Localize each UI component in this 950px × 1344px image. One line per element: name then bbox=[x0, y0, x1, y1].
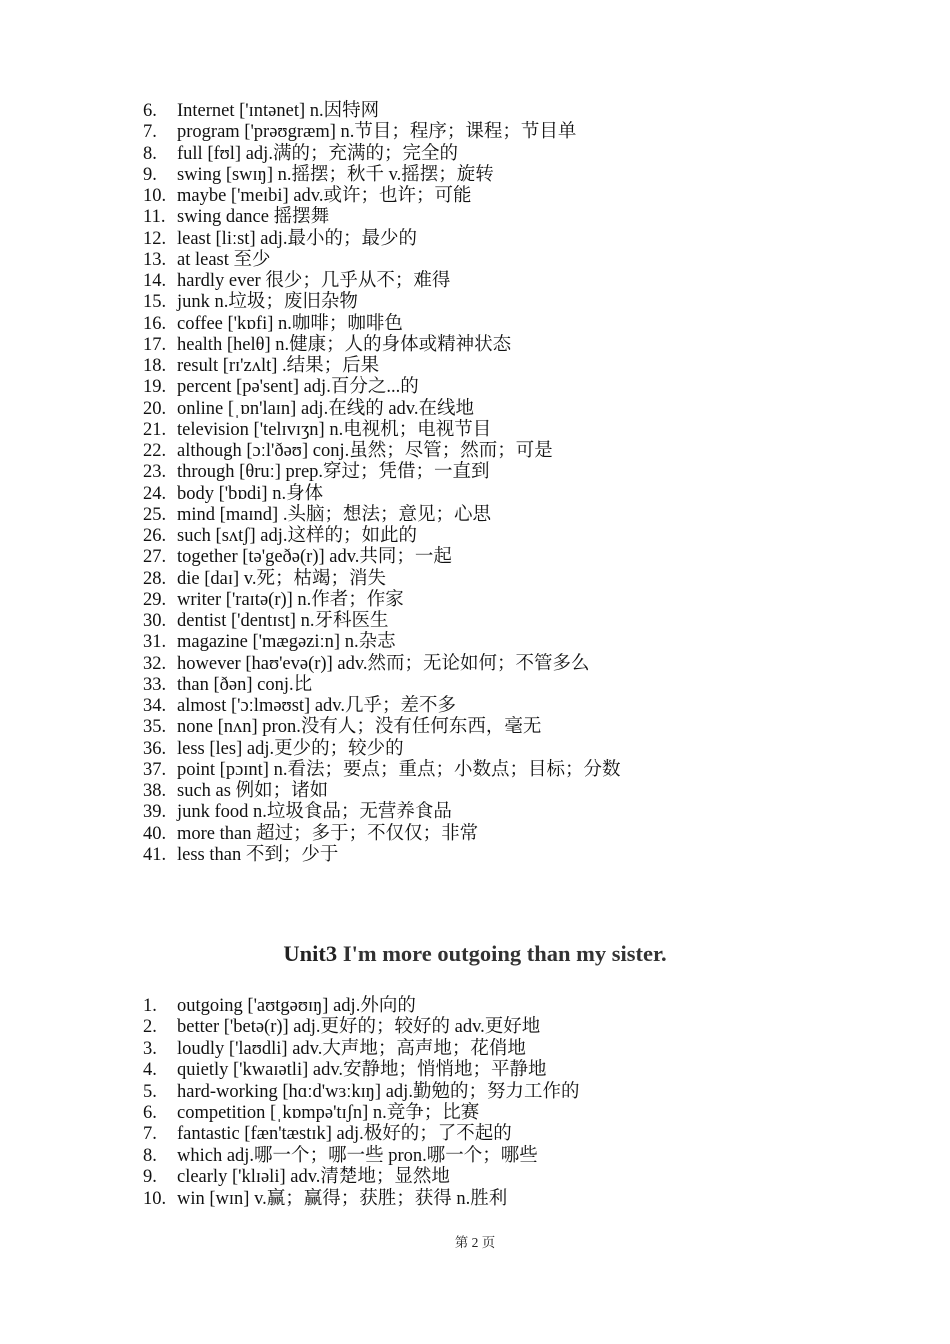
vocab-item bbox=[143, 122, 620, 143]
unit-title-text: I'm more outgoing than my sister. bbox=[337, 941, 667, 966]
vocab-item bbox=[143, 632, 620, 653]
vocab-entry: competition [ˌkɒmpə'tɪʃn] n.竞争；比赛 bbox=[177, 1102, 480, 1123]
vocab-item bbox=[143, 654, 620, 675]
vocab-item bbox=[143, 186, 620, 207]
vocab-entry: clearly ['klɪəli] adv.清楚地；显然地 bbox=[177, 1167, 450, 1188]
vocab-entry: such as 例如；诸如 bbox=[177, 781, 329, 801]
vocab-entry: however [haʊ'evə(r)] adv.然而；无论如何；不管多么 bbox=[177, 653, 590, 674]
vocab-item bbox=[143, 144, 620, 165]
vocab-entry: television ['telɪvɪʒn] n.电视机；电视节目 bbox=[177, 419, 492, 440]
vocab-item bbox=[143, 505, 620, 526]
unit-heading bbox=[0, 941, 950, 967]
vocab-item bbox=[143, 802, 620, 823]
vocab-item bbox=[143, 824, 620, 845]
item-number: 1. bbox=[143, 996, 157, 1016]
vocab-item bbox=[143, 1082, 579, 1103]
vocab-item bbox=[143, 1189, 579, 1210]
item-number: 6. bbox=[143, 1102, 157, 1123]
item-number: 2. bbox=[143, 1017, 157, 1038]
item-number: 19. bbox=[143, 377, 167, 398]
item-number: 8. bbox=[143, 1145, 157, 1166]
vocab-item bbox=[143, 611, 620, 632]
vocab-item bbox=[143, 292, 620, 313]
vocab-item bbox=[143, 1103, 579, 1124]
vocab-item bbox=[143, 1060, 579, 1081]
vocab-entry: more than 超过；多于；不仅仅；非常 bbox=[177, 823, 479, 844]
vocab-entry: least [liːst] adj.最小的；最少的 bbox=[177, 228, 417, 249]
item-number: 36. bbox=[143, 738, 167, 759]
vocab-entry: coffee ['kɒfi] n.咖啡；咖啡色 bbox=[177, 313, 403, 334]
vocab-entry: at least 至少 bbox=[177, 249, 271, 270]
vocab-item bbox=[143, 996, 579, 1017]
vocab-item bbox=[143, 717, 620, 738]
item-number: 8. bbox=[143, 143, 157, 164]
vocab-entry: less than 不到；少于 bbox=[177, 844, 339, 865]
item-number: 15. bbox=[143, 292, 167, 313]
vocab-entry: less [les] adj.更少的；较少的 bbox=[177, 738, 404, 759]
vocab-item bbox=[143, 675, 620, 696]
vocab-entry: although [ɔːl'ðəʊ] conj.虽然；尽管；然而；可是 bbox=[177, 441, 553, 461]
vocab-item bbox=[143, 696, 620, 717]
vocab-entry: dentist ['dentɪst] n.牙科医生 bbox=[177, 611, 389, 631]
item-number: 9. bbox=[143, 164, 157, 185]
vocab-item bbox=[143, 314, 620, 335]
page-number-footer: 第 2 页 bbox=[454, 1235, 496, 1250]
item-number: 16. bbox=[143, 313, 167, 334]
vocab-entry: fantastic [fæn'tæstɪk] adj.极好的；了不起的 bbox=[177, 1124, 512, 1145]
item-number: 20. bbox=[143, 398, 167, 419]
item-number: 27. bbox=[143, 547, 167, 568]
vocab-entry: mind [maɪnd] .头脑；想法；意见；心思 bbox=[177, 504, 491, 525]
vocab-item bbox=[143, 101, 620, 122]
vocab-item bbox=[143, 250, 620, 271]
vocab-item bbox=[143, 420, 620, 441]
vocab-item bbox=[143, 845, 620, 866]
item-number: 26. bbox=[143, 526, 167, 546]
item-number: 5. bbox=[143, 1081, 157, 1102]
vocab-entry: better ['betə(r)] adj.更好的；较好的 adv.更好地 bbox=[177, 1017, 541, 1038]
vocab-entry: die [daɪ] v.死；枯竭；消失 bbox=[177, 568, 386, 589]
item-number: 25. bbox=[143, 504, 167, 525]
vocab-entry: swing [swɪŋ] n.摇摆；秋千 v.摇摆；旋转 bbox=[177, 164, 494, 185]
vocab-list-unit3 bbox=[143, 996, 579, 1210]
vocab-entry: body ['bɒdi] n.身体 bbox=[177, 483, 324, 504]
vocab-entry: hard-working [hɑːd'wɜːkɪŋ] adj.勤勉的；努力工作的 bbox=[177, 1081, 580, 1102]
item-number: 11. bbox=[143, 207, 166, 228]
vocab-entry: together [tə'geðə(r)] adv.共同；一起 bbox=[177, 547, 452, 568]
item-number: 9. bbox=[143, 1167, 157, 1188]
vocab-entry: result [rɪ'zʌlt] .结果；后果 bbox=[177, 356, 380, 376]
item-number: 22. bbox=[143, 441, 167, 461]
vocab-entry: loudly ['laʊdli] adv.大声地；高声地；花俏地 bbox=[177, 1038, 526, 1059]
vocab-item bbox=[143, 739, 620, 760]
vocab-item bbox=[143, 781, 620, 802]
vocab-entry: such [sʌtʃ] adj.这样的；如此的 bbox=[177, 526, 417, 546]
vocab-entry: point [pɔɪnt] n.看法；要点；重点；小数点；目标；分数 bbox=[177, 759, 621, 780]
item-number: 33. bbox=[143, 674, 167, 695]
item-number: 23. bbox=[143, 462, 167, 483]
vocab-item bbox=[143, 356, 620, 377]
vocab-entry: none [nʌn] pron.没有人；没有任何东西，毫无 bbox=[177, 717, 542, 738]
item-number: 41. bbox=[143, 844, 167, 865]
vocab-item bbox=[143, 1146, 579, 1167]
item-number: 34. bbox=[143, 696, 167, 716]
item-number: 6. bbox=[143, 101, 157, 121]
vocab-entry: win [wɪn] v.赢；赢得；获胜；获得 n.胜利 bbox=[177, 1188, 508, 1209]
vocab-entry: percent [pə'sent] adj.百分之...的 bbox=[177, 377, 419, 398]
vocab-entry: through [θruː] prep.穿过；凭借；一直到 bbox=[177, 462, 490, 483]
item-number: 13. bbox=[143, 249, 167, 270]
vocab-item bbox=[143, 1124, 579, 1145]
vocab-item bbox=[143, 462, 620, 483]
vocab-item bbox=[143, 399, 620, 420]
item-number: 7. bbox=[143, 1124, 157, 1145]
vocab-item bbox=[143, 760, 620, 781]
vocab-entry: online [ˌɒn'laɪn] adj.在线的 adv.在线地 bbox=[177, 398, 474, 419]
vocab-item bbox=[143, 335, 620, 356]
item-number: 10. bbox=[143, 1188, 167, 1209]
vocab-entry: writer ['raɪtə(r)] n.作者；作家 bbox=[177, 589, 404, 610]
vocab-item bbox=[143, 229, 620, 250]
vocab-item bbox=[143, 271, 620, 292]
vocab-item bbox=[143, 484, 620, 505]
item-number: 38. bbox=[143, 781, 167, 801]
item-number: 18. bbox=[143, 356, 167, 376]
unit-label: Unit3 bbox=[283, 941, 338, 966]
item-number: 7. bbox=[143, 122, 157, 143]
item-number: 21. bbox=[143, 419, 167, 440]
vocab-item bbox=[143, 1017, 579, 1038]
vocab-entry: program ['prəʊgræm] n.节目；程序；课程；节目单 bbox=[177, 122, 577, 143]
item-number: 32. bbox=[143, 653, 167, 674]
item-number: 10. bbox=[143, 186, 167, 206]
vocab-entry: which adj.哪一个；哪一些 pron.哪一个；哪些 bbox=[177, 1145, 538, 1166]
vocab-item bbox=[143, 569, 620, 590]
vocab-item bbox=[143, 526, 620, 547]
vocab-item bbox=[143, 547, 620, 568]
vocab-entry: magazine ['mægəziːn] n.杂志 bbox=[177, 632, 396, 653]
vocab-entry: almost ['ɔːlməʊst] adv.几乎；差不多 bbox=[177, 696, 456, 716]
item-number: 12. bbox=[143, 228, 167, 249]
vocab-item bbox=[143, 377, 620, 398]
item-number: 39. bbox=[143, 802, 167, 823]
item-number: 17. bbox=[143, 334, 167, 355]
vocab-entry: swing dance 摇摆舞 bbox=[177, 207, 330, 228]
vocab-entry: junk food n.垃圾食品；无营养食品 bbox=[177, 802, 452, 823]
vocab-entry: health [helθ] n.健康；人的身体或精神状态 bbox=[177, 334, 512, 355]
item-number: 37. bbox=[143, 759, 167, 780]
item-number: 14. bbox=[143, 271, 167, 291]
item-number: 30. bbox=[143, 611, 167, 631]
item-number: 29. bbox=[143, 589, 167, 610]
vocab-entry: Internet ['ɪntənet] n.因特网 bbox=[177, 101, 380, 121]
item-number: 28. bbox=[143, 568, 167, 589]
item-number: 35. bbox=[143, 717, 167, 738]
item-number: 31. bbox=[143, 632, 167, 653]
vocab-item bbox=[143, 441, 620, 462]
item-number: 4. bbox=[143, 1060, 157, 1081]
vocab-entry: junk n.垃圾；废旧杂物 bbox=[177, 292, 358, 313]
vocab-item bbox=[143, 590, 620, 611]
item-number: 3. bbox=[143, 1038, 157, 1059]
item-number: 40. bbox=[143, 823, 167, 844]
item-number: 24. bbox=[143, 483, 167, 504]
vocab-entry: full [fʊl] adj.满的；充满的；完全的 bbox=[177, 143, 458, 164]
vocab-entry: quietly ['kwaɪətli] adv.安静地；悄悄地；平静地 bbox=[177, 1060, 547, 1081]
vocab-entry: than [ðən] conj.比 bbox=[177, 674, 313, 695]
vocab-item bbox=[143, 1167, 579, 1188]
vocab-entry: maybe ['meɪbi] adv.或许；也许；可能 bbox=[177, 186, 472, 206]
vocab-item bbox=[143, 165, 620, 186]
vocab-list-unit2 bbox=[143, 101, 620, 866]
vocab-item bbox=[143, 1039, 579, 1060]
vocab-entry: outgoing ['aʊtgəʊɪŋ] adj.外向的 bbox=[177, 996, 416, 1016]
vocab-item bbox=[143, 207, 620, 228]
vocab-entry: hardly ever 很少；几乎从不；难得 bbox=[177, 271, 451, 291]
